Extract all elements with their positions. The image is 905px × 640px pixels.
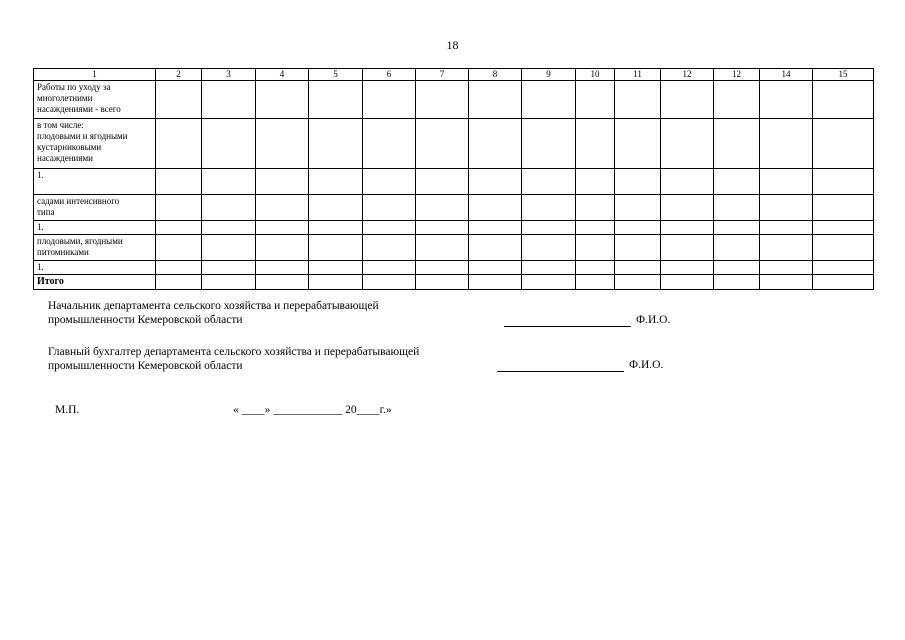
table-cell[interactable] [363,119,416,169]
table-cell[interactable] [615,119,661,169]
table-cell[interactable] [661,275,714,290]
table-cell[interactable] [813,275,874,290]
row-label-line: в том числе: [37,120,84,130]
table-cell[interactable] [576,235,615,261]
table-cell[interactable] [416,119,469,169]
table-cell[interactable] [416,275,469,290]
table-cell[interactable] [661,261,714,275]
header-cell: 9 [522,69,576,81]
table-cell[interactable] [256,195,309,221]
table-row [34,195,874,221]
table-cell[interactable] [156,235,202,261]
table-cell[interactable] [615,195,661,221]
header-row [34,69,874,81]
table-cell[interactable] [309,275,363,290]
row-label-line: Работы по уходу за [37,82,111,92]
table-cell[interactable] [309,221,363,235]
row-label [34,261,156,275]
table-cell[interactable] [714,119,760,169]
table-row [34,169,874,195]
row-label [34,221,156,235]
table-cell[interactable] [522,275,576,290]
header-cell: 3 [202,69,256,81]
table-cell[interactable] [813,81,874,119]
stamp-label: М.П. [55,404,80,416]
table-cell[interactable] [256,261,309,275]
table-cell[interactable] [522,261,576,275]
table-cell[interactable] [469,275,522,290]
table-cell[interactable] [363,261,416,275]
row-label-line: типа [37,207,55,217]
row-label-line: 1. [37,222,44,232]
table-cell[interactable] [202,81,256,119]
table-cell[interactable] [363,275,416,290]
row-label [34,119,156,169]
table-cell[interactable] [714,235,760,261]
head-fio: Ф.И.О. [636,314,671,326]
table-cell[interactable] [256,275,309,290]
table-cell[interactable] [522,235,576,261]
table-cell[interactable] [813,261,874,275]
accountant-signature-line1: Главный бухгалтер департамента сельского хозяйства и перерабатывающей [48,346,420,358]
table-cell[interactable] [309,195,363,221]
table-cell[interactable] [416,221,469,235]
table-cell[interactable] [256,235,309,261]
table-cell[interactable] [661,81,714,119]
table-cell[interactable] [760,235,813,261]
header-cell: 12 [661,69,714,81]
table-cell[interactable] [615,169,661,195]
table-cell[interactable] [363,221,416,235]
table-cell[interactable] [156,169,202,195]
header-cell: 4 [256,69,309,81]
accountant-fio: Ф.И.О. [629,359,664,371]
table-cell[interactable] [156,275,202,290]
row-label-line: насаждениями - всего [37,104,121,114]
row-label [34,235,156,261]
table-cell[interactable] [522,221,576,235]
table-cell[interactable] [714,261,760,275]
accountant-signature-title [48,345,419,373]
table-cell[interactable] [202,275,256,290]
table-cell[interactable] [156,81,202,119]
table-cell[interactable] [576,119,615,169]
report-table [33,68,874,290]
table-cell[interactable] [202,169,256,195]
table-cell[interactable] [813,195,874,221]
header-cell: 1 [34,69,156,81]
row-label-line: многолетними [37,93,93,103]
row-label-line: садами интенсивного [37,196,120,206]
table-cell[interactable] [156,261,202,275]
table-cell[interactable] [813,169,874,195]
accountant-signature-line [497,371,624,372]
row-label [34,195,156,221]
table-cell[interactable] [615,221,661,235]
table-row [34,81,874,119]
table-cell[interactable] [576,261,615,275]
head-signature-title [48,299,379,327]
row-label-line: плодовыми, ягодными [37,236,123,246]
table-cell[interactable] [202,235,256,261]
accountant-signature-line2: промышленности Кемеровской области [48,360,243,372]
table-cell[interactable] [760,119,813,169]
table-cell[interactable] [469,169,522,195]
header-cell: 12 [714,69,760,81]
table-cell[interactable] [576,221,615,235]
table-row [34,221,874,235]
header-cell: 11 [615,69,661,81]
header-cell: 14 [760,69,813,81]
table-cell[interactable] [416,195,469,221]
row-label [34,275,156,290]
table-cell[interactable] [714,195,760,221]
table-cell[interactable] [202,195,256,221]
table-cell[interactable] [760,169,813,195]
table-cell[interactable] [309,81,363,119]
row-label-line: плодовыми и ягодными [37,131,128,141]
table-cell[interactable] [813,119,874,169]
table-cell[interactable] [202,261,256,275]
head-signature-line [504,326,631,327]
header-cell: 15 [813,69,874,81]
page-number: 18 [446,38,459,52]
table-cell[interactable] [469,81,522,119]
table-cell[interactable] [309,169,363,195]
table-cell[interactable] [615,275,661,290]
table-cell[interactable] [760,275,813,290]
table-cell[interactable] [760,81,813,119]
table-cell[interactable] [813,235,874,261]
table-cell[interactable] [416,235,469,261]
row-label [34,169,156,195]
table-cell[interactable] [469,221,522,235]
table-cell[interactable] [714,169,760,195]
header-cell: 7 [416,69,469,81]
table-cell[interactable] [760,221,813,235]
table-cell[interactable] [615,235,661,261]
table-cell[interactable] [714,221,760,235]
row-label-line: кустарниковыми [37,142,102,152]
table-cell[interactable] [256,119,309,169]
table-cell[interactable] [469,235,522,261]
table-row [34,261,874,275]
table-cell[interactable] [256,221,309,235]
table-cell[interactable] [760,195,813,221]
table-cell[interactable] [714,275,760,290]
table-cell[interactable] [522,119,576,169]
table-cell[interactable] [714,81,760,119]
table-row [34,275,874,290]
table-cell[interactable] [363,195,416,221]
table-cell[interactable] [416,169,469,195]
table-cell[interactable] [576,169,615,195]
table-cell[interactable] [813,221,874,235]
table-cell[interactable] [363,235,416,261]
table-cell[interactable] [309,261,363,275]
table-cell[interactable] [576,195,615,221]
table-cell[interactable] [309,235,363,261]
table-cell[interactable] [661,235,714,261]
table-cell[interactable] [156,195,202,221]
table-cell[interactable] [522,195,576,221]
head-signature-line1: Начальник департамента сельского хозяйства и перерабатывающей [48,300,379,312]
table-cell[interactable] [469,261,522,275]
header-cell: 10 [576,69,615,81]
table-cell[interactable] [661,119,714,169]
table-cell[interactable] [576,275,615,290]
row-label-line: 1. [37,262,44,272]
table-cell[interactable] [522,169,576,195]
table-cell[interactable] [363,81,416,119]
table-cell[interactable] [469,195,522,221]
table-cell[interactable] [416,81,469,119]
row-label [34,81,156,119]
table-cell[interactable] [309,119,363,169]
table-cell[interactable] [156,221,202,235]
table-cell[interactable] [256,81,309,119]
row-label-line: насаждениями [37,153,93,163]
table-cell[interactable] [202,221,256,235]
table-cell[interactable] [661,221,714,235]
row-label-line: Итого [37,276,64,287]
header-cell: 5 [309,69,363,81]
date-field: « ____» ____________ 20____г.» [233,404,392,416]
table-cell[interactable] [363,169,416,195]
table-cell[interactable] [615,261,661,275]
header-cell: 2 [156,69,202,81]
table-cell[interactable] [256,169,309,195]
table-cell[interactable] [416,261,469,275]
table-cell[interactable] [760,261,813,275]
table-row [34,119,874,169]
header-cell: 6 [363,69,416,81]
table-cell[interactable] [202,119,256,169]
table-cell[interactable] [469,119,522,169]
row-label-line: питомниками [37,247,89,257]
table-cell[interactable] [661,195,714,221]
table-row [34,235,874,261]
row-label-line: 1. [37,170,44,180]
table-cell[interactable] [576,81,615,119]
table-cell[interactable] [661,169,714,195]
table-cell[interactable] [615,81,661,119]
head-signature-line2: промышленности Кемеровской области [48,314,243,326]
table-cell[interactable] [156,119,202,169]
table-cell[interactable] [522,81,576,119]
header-cell: 8 [469,69,522,81]
